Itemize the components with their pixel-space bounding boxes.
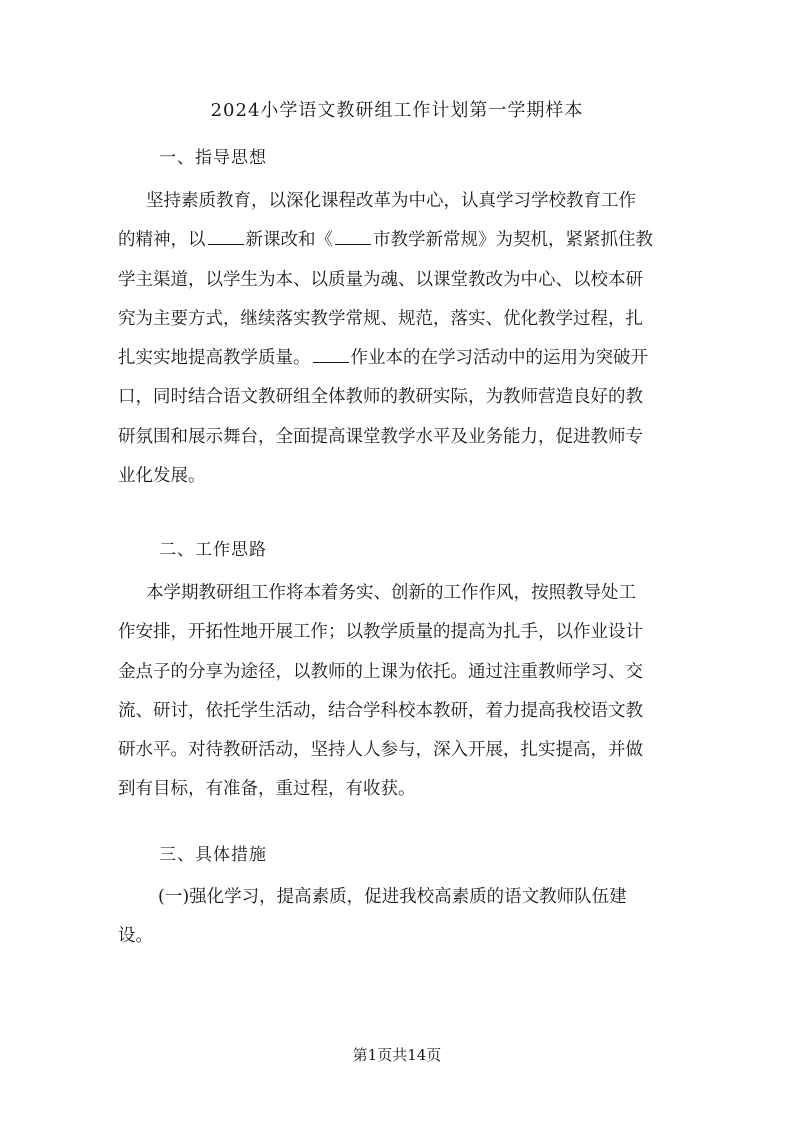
section-heading-2: 二、工作思路 bbox=[159, 540, 267, 560]
section-heading-1: 一、指导思想 bbox=[159, 148, 267, 168]
paragraph-line: (一)强化学习，提高素质，促进我校高素质的语文教师队伍建 bbox=[158, 887, 627, 907]
section-heading-3: 三、具体措施 bbox=[159, 845, 267, 865]
paragraph-line: 作安排，开拓性地开展工作；以教学质量的提高为扎手，以作业设计 bbox=[118, 622, 643, 643]
section-body-2 bbox=[118, 574, 678, 810]
paragraph-line: 设。 bbox=[118, 926, 153, 947]
paragraph-line: 坚持素质教育，以深化课程改革为中心，认真学习学校教育工作 bbox=[146, 191, 636, 211]
fill-blank bbox=[335, 228, 371, 245]
paragraph-line: 的精神，以 新课改和《 市教学新常规》为契机，紧紧抓住教 bbox=[118, 230, 653, 251]
paragraph-line: 研氛围和展示舞台，全面提高课堂教学水平及业务能力，促进教师专 bbox=[118, 426, 643, 447]
paragraph-line: 究为主要方式，继续落实教学常规、规范，落实、优化教学过程，扎 bbox=[118, 308, 643, 329]
section-body-3 bbox=[118, 878, 678, 957]
paragraph-line: 扎实实地提高教学质量。 作业本的在学习活动中的运用为突破开 bbox=[118, 348, 648, 369]
document-title: 2024小学语文教研组工作计划第一学期样本 bbox=[210, 100, 584, 121]
section-body-1 bbox=[118, 182, 678, 496]
paragraph-line: 学主渠道，以学生为本、以质量为魂、以课堂教改为中心、以校本研 bbox=[118, 269, 643, 290]
paragraph-line: 流、研讨，依托学生活动，结合学科校本教研，着力提高我校语文教 bbox=[118, 700, 643, 721]
fill-blank bbox=[208, 228, 244, 245]
paragraph-line: 业化发展。 bbox=[118, 466, 206, 487]
paragraph-line: 研水平。对待教研活动，坚持人人参与，深入开展，扎实提高，并做 bbox=[118, 740, 643, 761]
paragraph-line: 本学期教研组工作将本着务实、创新的工作作风，按照教导处工 bbox=[146, 583, 636, 603]
fill-blank bbox=[313, 346, 349, 363]
paragraph-line: 到有目标，有准备，重过程，有收获。 bbox=[118, 779, 416, 800]
page-footer: 第1页共14页 bbox=[352, 1046, 442, 1064]
paragraph-line: 金点子的分享为途径，以教师的上课为依托。通过注重教师学习、交 bbox=[118, 661, 643, 682]
paragraph-line: 口，同时结合语文教研组全体教师的教研实际，为教师营造良好的教 bbox=[118, 387, 643, 408]
